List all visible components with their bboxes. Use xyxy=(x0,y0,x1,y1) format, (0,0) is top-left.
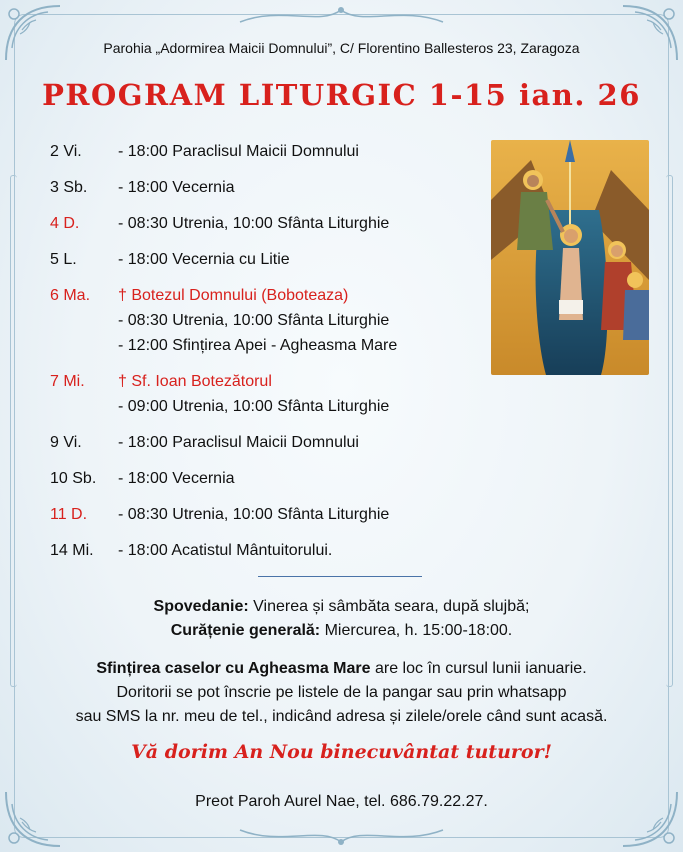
row-spacer xyxy=(50,236,490,247)
schedule-events xyxy=(118,283,490,358)
confession-and-cleaning xyxy=(0,595,683,643)
schedule-row xyxy=(50,211,490,236)
corner-ornament-icon xyxy=(0,0,70,70)
schedule-events xyxy=(118,369,490,419)
schedule-event: - 08:30 Utrenia, 10:00 Sfânta Liturghie xyxy=(118,312,390,329)
theophany-icon xyxy=(491,140,649,375)
row-spacer xyxy=(50,491,490,502)
schedule-events xyxy=(118,139,490,164)
schedule-events xyxy=(118,502,490,527)
schedule-day: 11 D. xyxy=(50,506,88,523)
cleaning-label: Curățenie generală: xyxy=(170,622,321,639)
schedule-day: 5 L. xyxy=(50,251,77,268)
row-spacer xyxy=(50,419,490,430)
schedule-row xyxy=(50,283,490,358)
schedule-day: 2 Vi. xyxy=(50,143,82,160)
house-blessing-note xyxy=(0,657,683,729)
corner-ornament-icon xyxy=(613,0,683,70)
schedule-events xyxy=(118,538,490,563)
schedule-row xyxy=(50,369,490,419)
schedule-events xyxy=(118,175,490,200)
schedule-row xyxy=(50,247,490,272)
schedule-day: 14 Mi. xyxy=(50,542,94,559)
blessing-line-1 xyxy=(0,657,683,681)
schedule-day: 10 Sb. xyxy=(50,470,97,487)
schedule-event: - 09:00 Utrenia, 10:00 Sfânta Liturghie xyxy=(118,398,390,415)
schedule-row xyxy=(50,139,490,164)
blessing-line-2: Doritorii se pot înscrie pe listele de la pangar sau prin whatsapp xyxy=(116,684,567,701)
parish-address: Parohia „Adormirea Maicii Domnului”, C/ Florentino Ballesteros 23, Zaragoza xyxy=(103,40,580,56)
blessing-line-3: sau SMS la nr. meu de tel., indicând adresa și zilele/orele când sunt acasă. xyxy=(75,708,608,725)
schedule-event: - 18:00 Vecernia xyxy=(118,179,235,196)
schedule-day: 4 D. xyxy=(50,215,80,232)
top-flourish-icon xyxy=(230,2,453,28)
liturgical-schedule xyxy=(50,139,490,563)
confession-line xyxy=(0,595,683,619)
priest-signature: Preot Paroh Aurel Nae, tel. 686.79.22.27. xyxy=(195,793,488,810)
schedule-event: - 08:30 Utrenia, 10:00 Sfânta Liturghie xyxy=(118,215,390,232)
blessing-text-1: are loc în cursul lunii ianuarie. xyxy=(370,660,587,677)
schedule-event: - 18:00 Vecernia xyxy=(118,470,235,487)
schedule-row xyxy=(50,466,490,491)
new-year-greeting: Vă dorim An Nou binecuvântat tuturor! xyxy=(131,741,552,763)
bottom-flourish-icon xyxy=(230,824,453,850)
row-spacer xyxy=(50,164,490,175)
schedule-event: - 18:00 Acatistul Mântuitorului. xyxy=(118,542,333,559)
schedule-day: 6 Ma. xyxy=(50,287,91,304)
cleaning-text: Miercurea, h. 15:00-18:00. xyxy=(320,622,513,639)
row-spacer xyxy=(50,358,490,369)
row-spacer xyxy=(50,455,490,466)
confession-text: Vinerea și sâmbăta seara, după slujbă; xyxy=(248,598,530,615)
schedule-row xyxy=(50,502,490,527)
schedule-day: 9 Vi. xyxy=(50,434,82,451)
confession-label: Spovedanie: xyxy=(153,598,249,615)
schedule-event: - 18:00 Vecernia cu Litie xyxy=(118,251,290,268)
section-divider xyxy=(258,576,422,577)
schedule-event: - 18:00 Paraclisul Maicii Domnului xyxy=(118,143,359,160)
schedule-events xyxy=(118,211,490,236)
schedule-events xyxy=(118,247,490,272)
row-spacer xyxy=(50,200,490,211)
schedule-row xyxy=(50,175,490,200)
schedule-event: - 18:00 Paraclisul Maicii Domnului xyxy=(118,434,359,451)
page-title: PROGRAM LITURGIC 1-15 ian. 26 xyxy=(42,78,641,112)
schedule-event: - 08:30 Utrenia, 10:00 Sfânta Liturghie xyxy=(118,506,390,523)
cleaning-line xyxy=(0,619,683,643)
schedule-events xyxy=(118,430,490,455)
schedule-day: 7 Mi. xyxy=(50,373,85,390)
blessing-label: Sfințirea caselor cu Agheasma Mare xyxy=(96,660,371,677)
row-spacer xyxy=(50,272,490,283)
row-spacer xyxy=(50,527,490,538)
schedule-events xyxy=(118,466,490,491)
schedule-row xyxy=(50,430,490,455)
schedule-row xyxy=(50,538,490,563)
schedule-event: † Sf. Ioan Botezătorul xyxy=(118,373,272,390)
schedule-event: - 12:00 Sfințirea Apei - Agheasma Mare xyxy=(118,337,398,354)
schedule-day: 3 Sb. xyxy=(50,179,88,196)
schedule-event: † Botezul Domnului (Boboteaza) xyxy=(118,287,349,304)
